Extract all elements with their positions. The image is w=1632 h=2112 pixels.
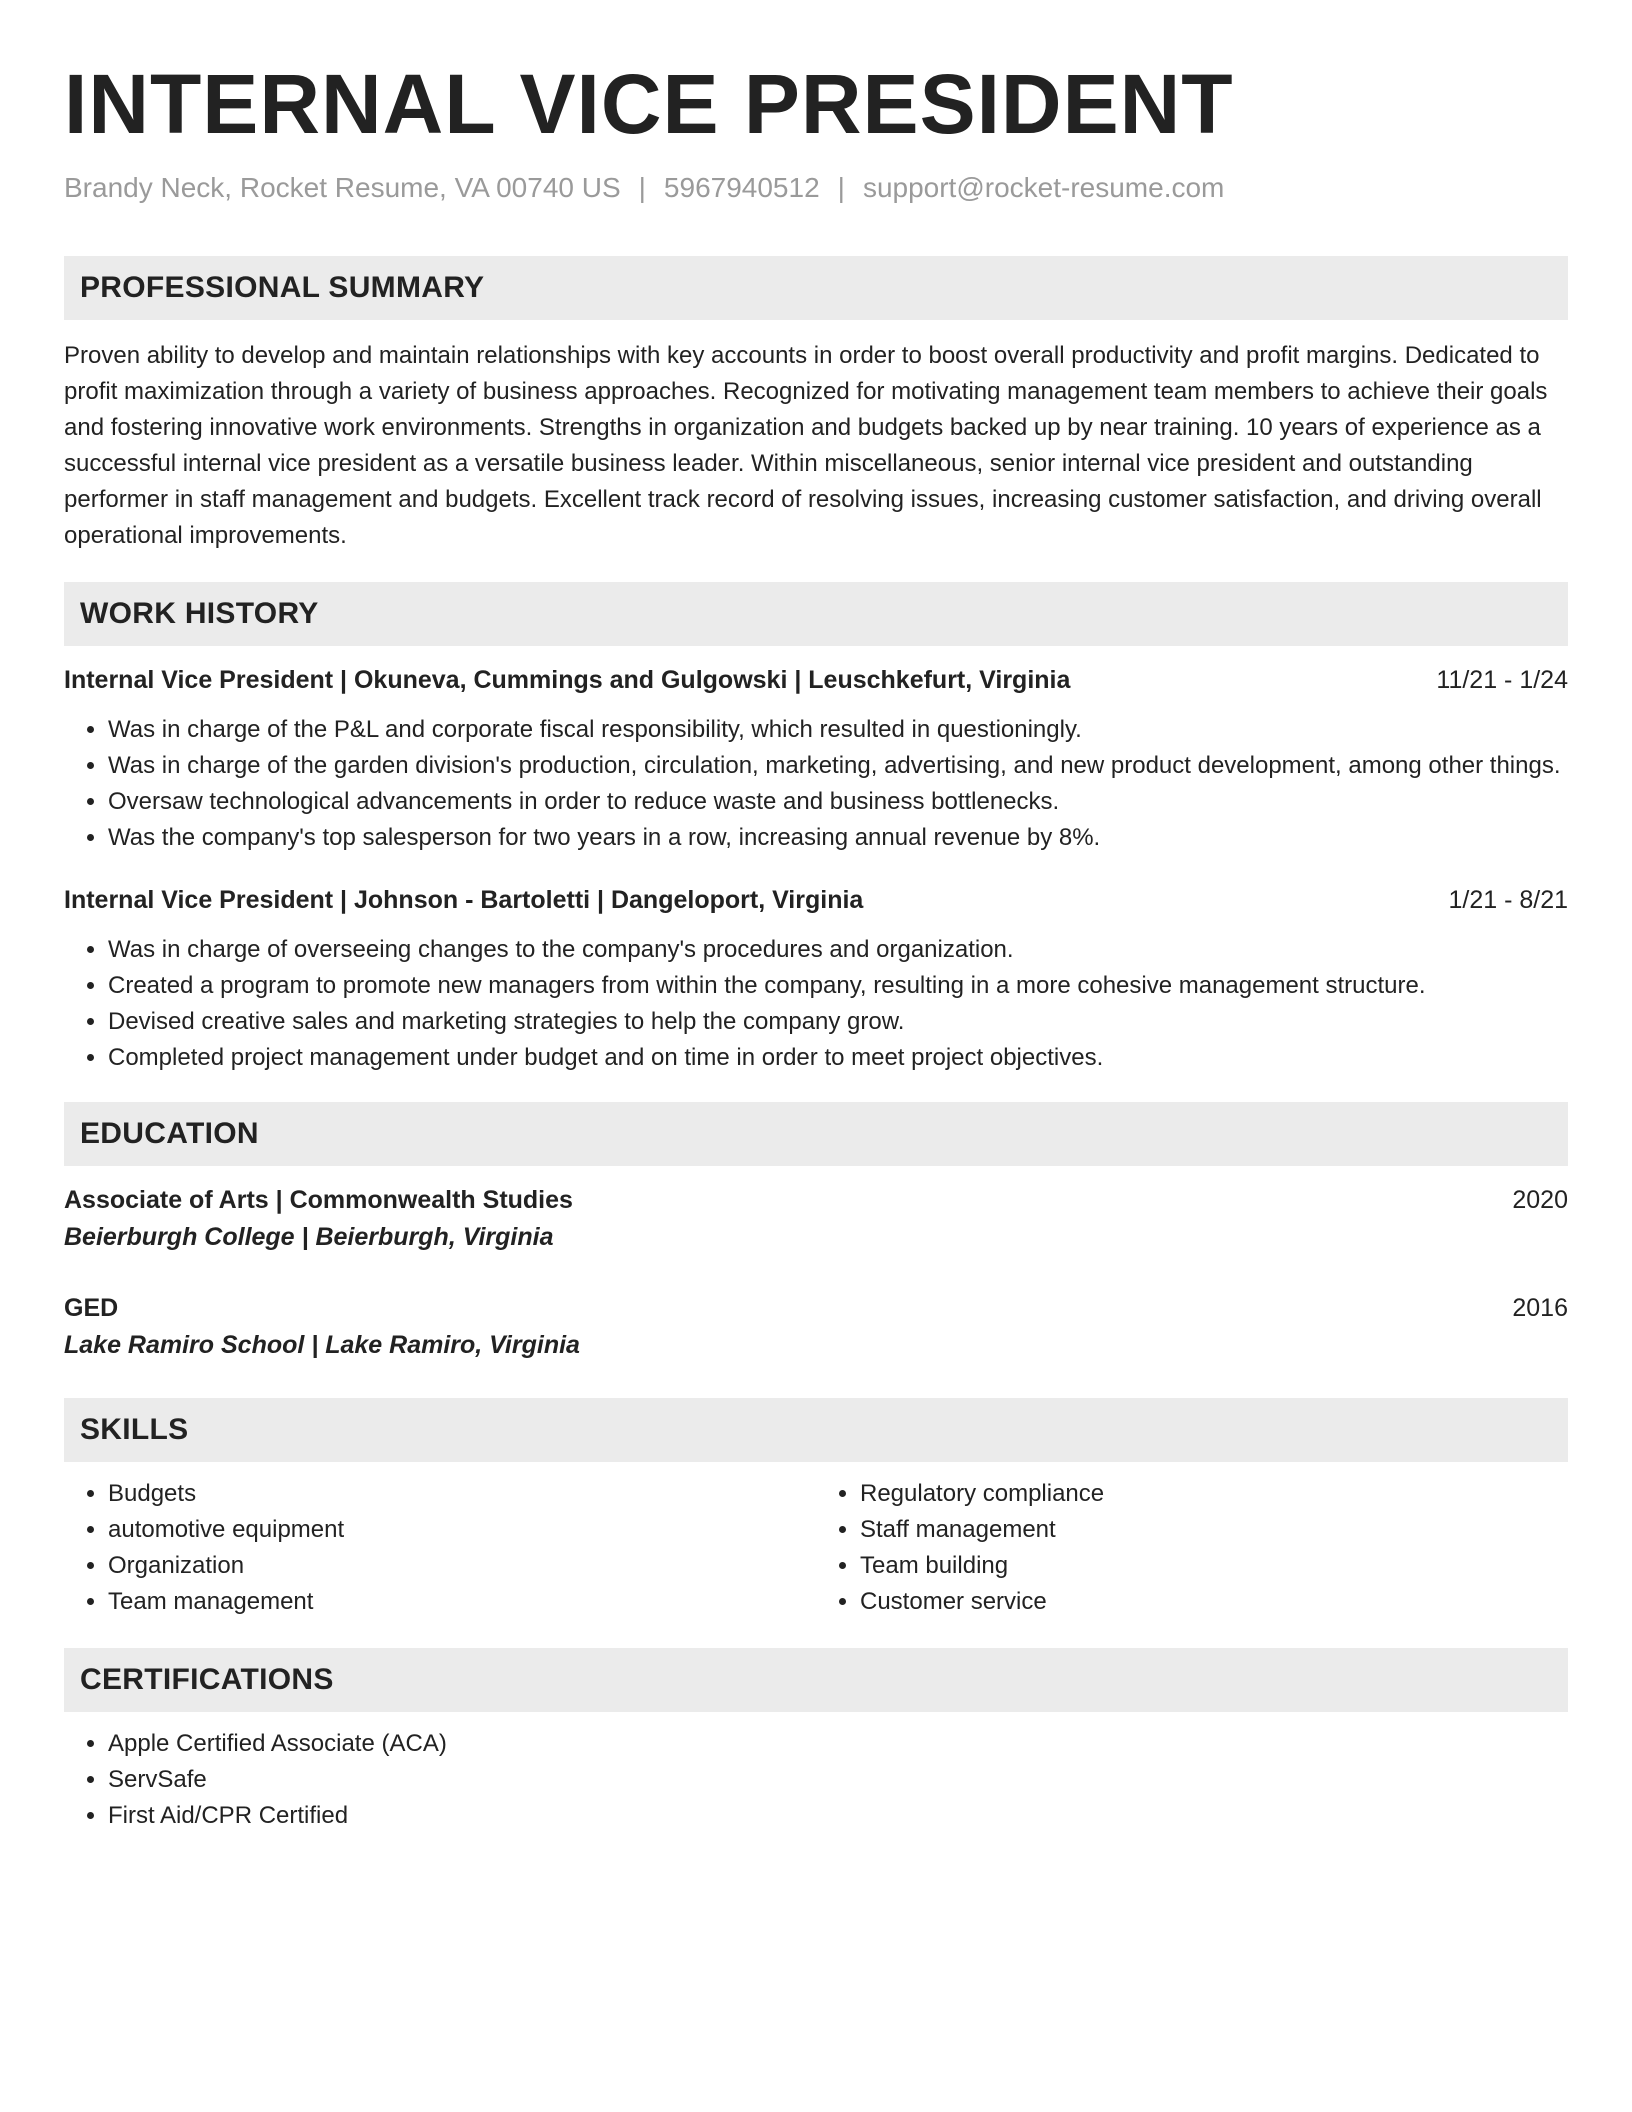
job-heading: Internal Vice President | Okuneva, Cummings and Gulgowski | Leuschkefurt, Virginia	[64, 666, 1071, 694]
skill-item: • automotive equipment	[108, 1512, 816, 1548]
education-heading-row	[64, 1290, 1568, 1326]
job-bullet: • Was in charge of overseeing changes to the company's procedures and organization.	[108, 932, 1568, 968]
job-bullet: • Devised creative sales and marketing strategies to help the company grow.	[108, 1004, 1568, 1040]
skill-item: • Staff management	[860, 1512, 1568, 1548]
resume-name: INTERNAL VICE PRESIDENT	[64, 57, 1234, 151]
certifications-section	[64, 1648, 1568, 1834]
job-heading-row	[64, 662, 1568, 698]
job-bullet: • Was in charge of the P&L and corporate fiscal responsibility, which resulted in questioningly.	[108, 712, 1568, 748]
education-degree: Associate of Arts | Commonwealth Studies	[64, 1186, 573, 1214]
job-entry	[64, 882, 1568, 1076]
skill-item: • Organization	[108, 1548, 816, 1584]
job-bullets	[64, 712, 1568, 856]
section-header-work-history: WORK HISTORY	[64, 582, 1568, 646]
contact-phone: 5967940512	[663, 172, 820, 203]
skills-grid	[64, 1476, 1568, 1620]
skills-column-left	[64, 1476, 816, 1620]
section-header-skills: SKILLS	[64, 1398, 1568, 1462]
education-year: 2020	[1512, 1186, 1568, 1214]
section-header-summary: PROFESSIONAL SUMMARY	[64, 256, 1568, 320]
certification-list	[64, 1726, 1568, 1834]
job-bullet: • Created a program to promote new managers from within the company, resulting in a more cohesive management structure.	[108, 968, 1568, 1004]
certification-item: • ServSafe	[108, 1762, 1568, 1798]
education-degree: GED	[64, 1294, 119, 1322]
skill-item: • Team management	[108, 1584, 816, 1620]
skill-item: • Customer service	[860, 1584, 1568, 1620]
job-bullet: • Oversaw technological advancements in order to reduce waste and business bottlenecks.	[108, 784, 1568, 820]
skills-column-right	[816, 1476, 1568, 1620]
section-header-certifications: CERTIFICATIONS	[64, 1648, 1568, 1712]
job-heading: Internal Vice President | Johnson - Bartoletti | Dangeloport, Virginia	[64, 886, 864, 914]
education-entry	[64, 1290, 1568, 1364]
job-bullet: • Was in charge of the garden division's production, circulation, marketing, advertising, and new product development, among other things.	[108, 748, 1568, 784]
summary-text: Proven ability to develop and maintain relationships with key accounts in order to boost overall productivity and profit margins. Dedicated to profit maximization through a variety of business approaches. Recognized for motivating management team members to achieve their goals and fostering innovative work environments. Strengths in organization and budgets backed up by near training. 10 years of experience as a successful internal vice president as a versatile business leader. Within miscellaneous, senior internal vice president and outstanding performer in staff management and budgets. Excellent track record of resolving issues, increasing customer satisfaction, and driving overall operational improvements.	[64, 342, 1548, 549]
certification-item: • First Aid/CPR Certified	[108, 1798, 1568, 1834]
job-bullet: • Completed project management under budget and on time in order to meet project objectives.	[108, 1040, 1568, 1076]
education-year: 2016	[1512, 1294, 1568, 1322]
contact-email: support@rocket-resume.com	[862, 172, 1225, 203]
job-heading-row	[64, 882, 1568, 918]
job-dates: 11/21 - 1/24	[1436, 666, 1568, 694]
education-section	[64, 1102, 1568, 1364]
section-header-education: EDUCATION	[64, 1102, 1568, 1166]
job-bullet: • Was the company's top salesperson for two years in a row, increasing annual revenue by 8%.	[108, 820, 1568, 856]
certification-item: • Apple Certified Associate (ACA)	[108, 1726, 1568, 1762]
job-dates: 1/21 - 8/21	[1448, 886, 1568, 914]
education-entry	[64, 1182, 1568, 1256]
contact-address: Brandy Neck, Rocket Resume, VA 00740 US	[64, 172, 621, 203]
summary-section	[64, 256, 1568, 554]
job-bullets	[64, 932, 1568, 1076]
job-entry	[64, 662, 1568, 856]
skill-item: • Budgets	[108, 1476, 816, 1512]
education-school: Beierburgh College | Beierburgh, Virginia	[64, 1223, 554, 1251]
skills-section	[64, 1398, 1568, 1620]
skill-item: • Regulatory compliance	[860, 1476, 1568, 1512]
contact-line	[64, 170, 1568, 206]
contact-separator: |	[837, 172, 845, 203]
work-history-section	[64, 582, 1568, 1076]
contact-separator: |	[638, 172, 646, 203]
education-school: Lake Ramiro School | Lake Ramiro, Virginia	[64, 1331, 580, 1359]
skill-item: • Team building	[860, 1548, 1568, 1584]
education-heading-row	[64, 1182, 1568, 1218]
